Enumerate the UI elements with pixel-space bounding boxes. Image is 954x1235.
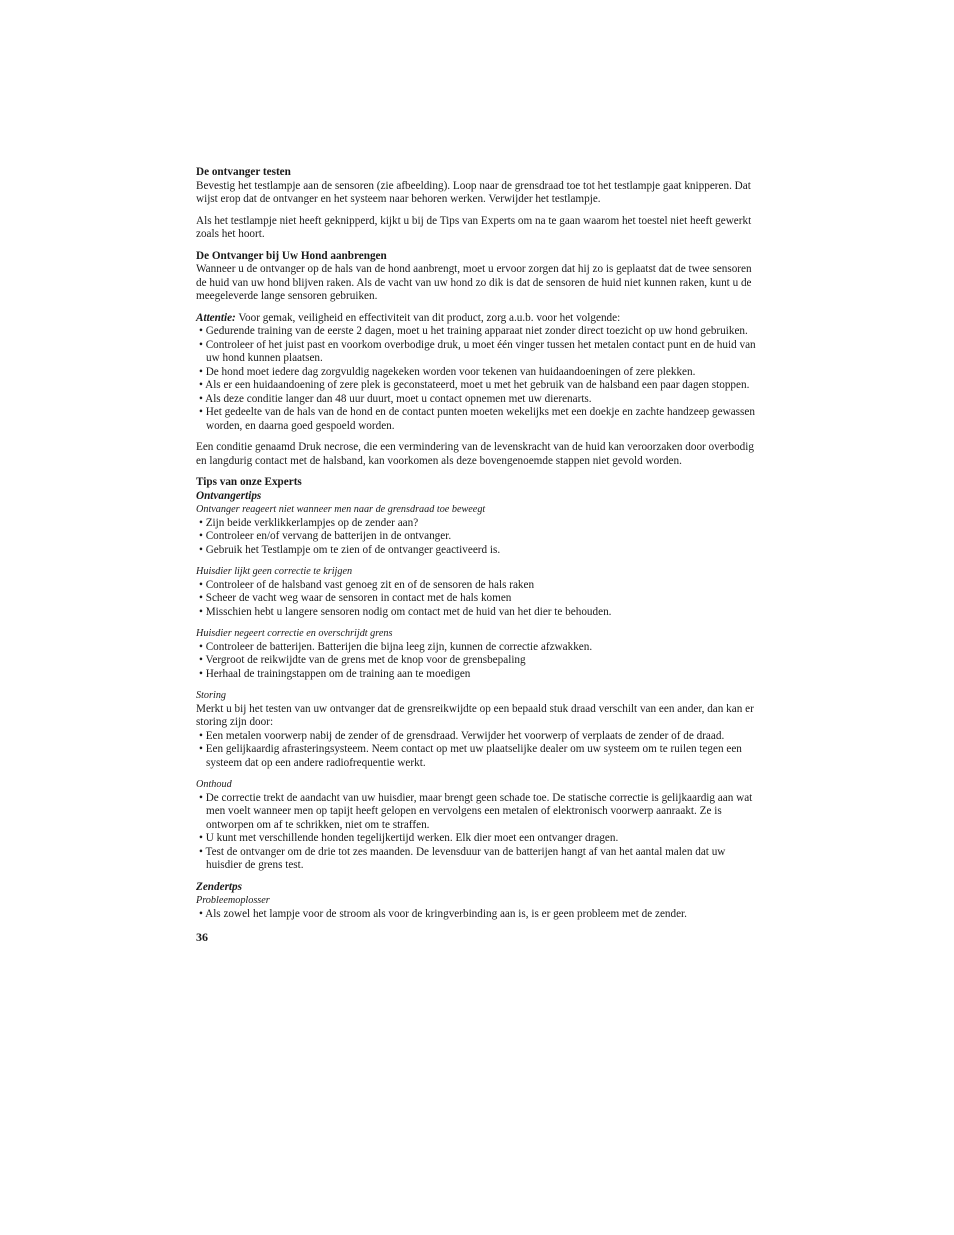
list-item: • Controleer de batterijen. Batterijen die bijna leeg zijn, kunnen de correctie afzwakken. xyxy=(196,641,758,655)
bullet-list-care xyxy=(196,325,758,433)
section-heading-attach-receiver: De Ontvanger bij Uw Hond aanbrengen xyxy=(196,249,387,262)
list-item: • Zijn beide verklikkerlampjes op de zender aan? xyxy=(196,517,758,531)
attention-paragraph xyxy=(196,312,758,326)
list-item: • Test de ontvanger om de drie tot zes maanden. De levensduur van de batterijen hangt af van het aantal malen dat uw huisdier de grens test. xyxy=(196,846,758,873)
list-item: • Als er een huidaandoening of zere plek is geconstateerd, moet u met het gebruik van de halsband een paar dagen stoppen. xyxy=(196,379,758,393)
list-item: • Misschien hebt u langere sensoren nodig om contact met de huid van het dier te behouden. xyxy=(196,606,758,620)
list-item: • Als zowel het lampje voor de stroom als voor de kringverbinding aan is, is er geen probleem met de zender. xyxy=(196,908,758,922)
list-item: • Gedurende training van de eerste 2 dagen, moet u het training apparaat niet zonder direct toezicht op uw hond gebruiken. xyxy=(196,325,758,339)
paragraph: Als het testlampje niet heeft geknipperd, kijkt u bij de Tips van Experts om na te gaan waarom het toestel niet heeft gewerkt zoals het hoort. xyxy=(196,214,752,240)
paragraph: Bevestig het testlampje aan de sensoren (zie afbeelding). Loop naar de grensdraad toe tot het testlampje gaat knipperen. Dat wijst erop dat de ontvanger en het systeem naar behoren werken. Verwijder het testlampje. xyxy=(196,179,751,205)
list-item: • Het gedeelte van de hals van de hond en de contact punten moeten wekelijks met een doekje en zachte handzeep gewassen worden, en daarna goed gespoeld worden. xyxy=(196,406,758,433)
section-heading-expert-tips: Tips van onze Experts xyxy=(196,476,302,488)
paragraph: Merkt u bij het testen van uw ontvanger dat de grensreikwijdte op een bepaald stuk draad verschilt van een ander, dan kan er storing zijn door: xyxy=(196,702,754,728)
list-item: • Een gelijkaardig afrasteringsysteem. Neem contact op met uw plaatselijke dealer om uw systeem om te ruilen tegen een systeem dat op een andere radiofrequentie werkt. xyxy=(196,743,758,770)
list-item: • Als deze conditie langer dan 48 uur duurt, moet u contact opnemen met uw dierenarts. xyxy=(196,393,758,407)
list-item: • U kunt met verschillende honden tegelijkertijd werken. Elk dier moet een ontvanger dragen. xyxy=(196,832,758,846)
list-item: • Scheer de vacht weg waar de sensoren in contact met de hals komen xyxy=(196,592,758,606)
tip-group-title: Huisdier negeert correctie en overschrijdt grens xyxy=(196,628,393,639)
list-item: • Herhaal de trainingstappen om de training aan te moedigen xyxy=(196,668,758,682)
bullet-list xyxy=(196,908,758,922)
list-item: • De correctie trekt de aandacht van uw huisdier, maar brengt geen schade toe. De statische correctie is gelijkaardig aan wat men voelt wanneer men op tapijt heeft gelopen en vervolgens een metalen of elektronisch voorwerp aanraakt. Ze is ontworpen om af te schrikken, niet om te straffen. xyxy=(196,792,758,833)
subheading-transmitter-tips: Zendertps xyxy=(196,880,242,893)
page-number: 36 xyxy=(196,930,208,944)
list-item: • Gebruik het Testlampje om te zien of de ontvanger geactiveerd is. xyxy=(196,544,758,558)
paragraph: Een conditie genaamd Druk necrose, die een vermindering van de levenskracht van de huid kan veroorzaken door overbodig en langdurig contact met de halsband, kan voorkomen als deze bovengenoemde stappen niet gevold worden. xyxy=(196,441,754,467)
list-item: • Vergroot de reikwijdte van de grens met de knop voor de grensbepaling xyxy=(196,654,758,668)
section-heading-receiver-test: De ontvanger testen xyxy=(196,166,291,178)
tip-group-title: Huisdier lijkt geen correctie te krijgen xyxy=(196,566,353,577)
attention-text: Voor gemak, veiligheid en effectiviteit van dit product, zorg a.u.b. voor het volgende: xyxy=(235,311,621,324)
list-item: • Een metalen voorwerp nabij de zender of de grensdraad. Verwijder het voorwerp of verplaats de zender of de draad. xyxy=(196,730,758,744)
document-page xyxy=(196,166,758,945)
attention-label: Attentie: xyxy=(196,311,236,324)
list-item: • Controleer of het juist past en voorkom overbodige druk, u moet één vinger tussen het metalen contact punt en de huid van uw hond kunnen plaatsen. xyxy=(196,339,758,366)
tip-group-title: Probleemoplosser xyxy=(196,895,270,906)
list-item: • Controleer of de halsband vast genoeg zit en of de sensoren de hals raken xyxy=(196,579,758,593)
tip-group-title: Onthoud xyxy=(196,779,232,790)
tip-group-title: Storing xyxy=(196,690,227,701)
paragraph: Wanneer u de ontvanger op de hals van de hond aanbrengt, moet u ervoor zorgen dat hij zo is geplaatst dat de twee sensoren de huid van uw hond blijven raken. Als de vacht van uw hond zo dik is dat de sensoren de huid niet kunnen raken, kunt u de meegeleverde lange sensoren gebruiken. xyxy=(196,263,752,302)
bullet-list xyxy=(196,641,758,682)
subheading-receiver-tips: Ontvangertips xyxy=(196,489,262,502)
bullet-list xyxy=(196,579,758,620)
bullet-list xyxy=(196,792,758,873)
tip-group-title: Ontvanger reageert niet wanneer men naar de grensdraad toe beweegt xyxy=(196,504,486,515)
list-item: • Controleer en/of vervang de batterijen in de ontvanger. xyxy=(196,530,758,544)
bullet-list xyxy=(196,517,758,558)
bullet-list xyxy=(196,730,758,771)
list-item: • De hond moet iedere dag zorgvuldig nagekeken worden voor tekenen van huidaandoeningen of zere plekken. xyxy=(196,366,758,380)
